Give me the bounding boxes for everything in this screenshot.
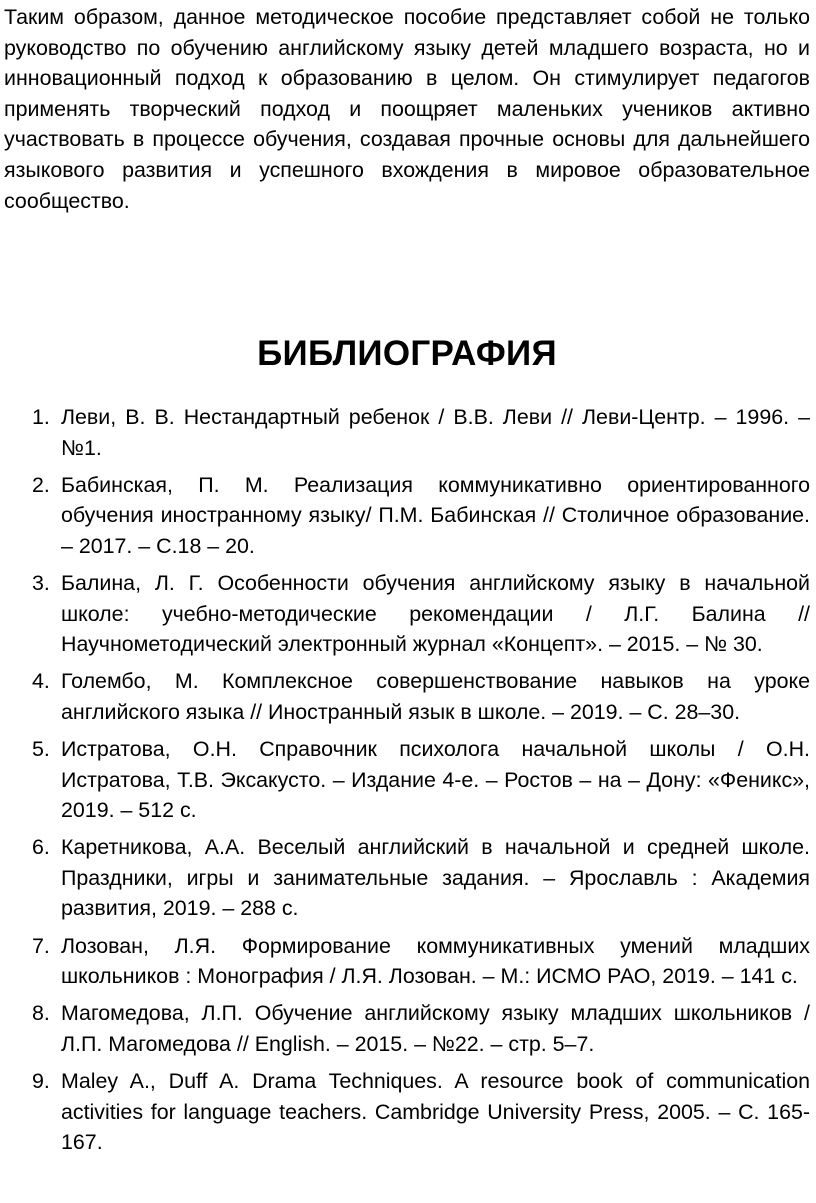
bibliography-item-number: 6. xyxy=(32,835,50,860)
bibliography-item-number: 4. xyxy=(32,669,50,694)
bibliography-item-number: 2. xyxy=(32,472,50,497)
bibliography-item xyxy=(4,931,810,992)
bibliography-item-text: Каретникова, А.А. Веселый английский в начальной и средней школе. Праздники, игры и занимательные задания. – Ярославль : Академия развития, 2019. – 288 с. xyxy=(61,835,810,921)
bibliography-item-text: Балина, Л. Г. Особенности обучения английскому языку в начальной школе: учебно-методические рекомендации / Л.Г. Балина // Научнометодический электронный журнал «Концепт». – 2015. – № 30. xyxy=(61,571,810,656)
bibliography-item-number: 3. xyxy=(32,571,50,596)
bibliography-item xyxy=(4,998,810,1059)
bibliography-list xyxy=(4,402,810,1157)
bibliography-item xyxy=(4,470,810,561)
bibliography-item-number: 8. xyxy=(32,1001,50,1026)
bibliography-item xyxy=(4,666,810,727)
bibliography-item-number: 1. xyxy=(32,405,50,430)
bibliography-item-text: Лозован, Л.Я. Формирование коммуникативных умений младших школьников : Монография / Л.Я. Лозован. – М.: ИСМО РАО, 2019. – 141 с. xyxy=(61,933,810,989)
bibliography-item xyxy=(4,734,810,825)
bibliography-item xyxy=(4,568,810,659)
bibliography-item-text: Голембо, М. Комплексное совершенствование навыков на уроке английского языка // Иностранный язык в школе. – 2019. – С. 28–30. xyxy=(61,669,810,724)
bibliography-item-text: Бабинская, П. М. Реализация коммуникативно ориентированного обучения иностранному языку/ П.М. Бабинская // Столичное образование. – 2017. – С.18 – 20. xyxy=(61,472,810,558)
bibliography-item xyxy=(4,1066,810,1157)
bibliography-item-text: Maley A., Duff A. Drama Techniques. A resource book of communication activities for language teachers. Cambridge University Press, 2005. – С. 165-167. xyxy=(61,1069,810,1155)
bibliography-item xyxy=(4,832,810,923)
bibliography-item-text: Леви, В. В. Нестандартный ребенок / В.В. Леви // Леви-Центр. – 1996. – №1. xyxy=(61,405,810,460)
bibliography-item-text: Истратова, О.Н. Справочник психолога начальной школы / О.Н. Истратова, Т.В. Эксакусто. – Издание 4-е. – Ростов – на – Дону: «Феникс», 2019. – 512 с. xyxy=(61,737,810,823)
intro-paragraph: Таким образом, данное методическое пособие представляет собой не только руководство по обучению английскому языку детей младшего возраста, но и инновационный подход к образованию в целом. Он стимулирует педагогов применять творческий подход и поощряет маленьких учеников активно участвовать в процессе обучения, создавая прочные основы для дальнейшего языкового развития и успешного вхождения в мировое образовательное сообщество. xyxy=(4,5,810,213)
bibliography-heading: БИБЛИОГРАФИЯ xyxy=(257,334,557,374)
bibliography-item-text: Магомедова, Л.П. Обучение английскому языку младших школьников / Л.П. Магомедова // English. – 2015. – №22. – стр. 5–7. xyxy=(61,1001,810,1056)
bibliography-item-number: 7. xyxy=(32,933,50,958)
bibliography-item xyxy=(4,402,810,463)
bibliography-item-number: 9. xyxy=(32,1069,50,1094)
bibliography-item-number: 5. xyxy=(32,737,50,762)
